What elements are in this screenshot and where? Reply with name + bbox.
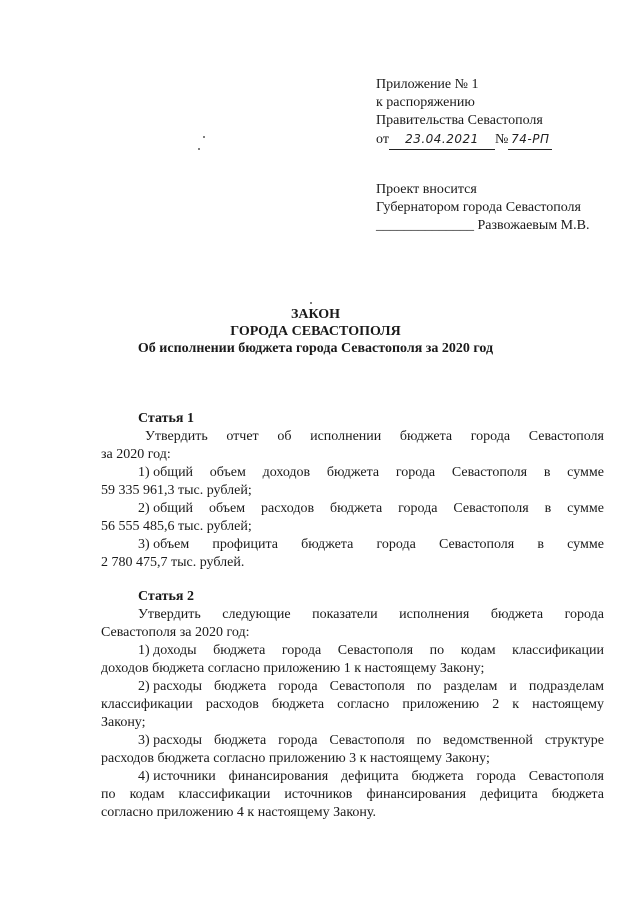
article-2-item-2-line-2: классификации расходов бюджета согласно приложению 2 к настоящему xyxy=(101,697,604,712)
article-2-item-4-line-2: по кодам классификации источников финансирования дефицита бюджета xyxy=(101,787,604,802)
scan-speck xyxy=(203,136,205,138)
article-2-item-1-line-1: 1) доходы бюджета города Севастополя по кодам классификации xyxy=(138,643,604,658)
article-1-item-2-line-2: 56 555 485,6 тыс. рублей; xyxy=(101,519,252,534)
article-2-item-3-line-2: расходов бюджета согласно приложению 3 к настоящему Закону; xyxy=(101,751,490,766)
article-1-item-2-line-1: 2) общий объем расходов бюджета города Севастополя в сумме xyxy=(138,501,604,516)
order-date: 23.04.2021 xyxy=(389,130,495,150)
article-2-item-2-line-1: 2) расходы бюджета города Севастополя по разделам и подразделам xyxy=(138,679,604,694)
article-2-item-2-line-3: Закону; xyxy=(101,715,146,730)
article-1-item-1-line-1: 1) общий объем доходов бюджета города Севастополя в сумме xyxy=(138,465,604,480)
appendix-date-line xyxy=(376,130,552,150)
project-line-2: Губернатором города Севастополя xyxy=(376,200,581,215)
article-1-intro-line-2: за 2020 год: xyxy=(101,447,171,462)
article-2-intro-line-1: Утвердить следующие показатели исполнения бюджета города xyxy=(138,607,604,622)
article-1-item-1-line-2: 59 335 961,3 тыс. рублей; xyxy=(101,483,252,498)
from-label: от xyxy=(376,132,389,147)
signatory-name: Развожаевым М.В. xyxy=(477,218,590,233)
scan-speck xyxy=(310,302,312,304)
article-1-item-3-line-1: 3) объем профицита бюджета города Севастополя в сумме xyxy=(138,537,604,552)
project-signature-line xyxy=(376,217,589,235)
article-2-item-4-line-1: 4) источники финансирования дефицита бюджета города Севастополя xyxy=(138,769,604,784)
appendix-order-ref: к распоряжению xyxy=(376,95,475,110)
article-1-item-3-line-2: 2 780 475,7 тыс. рублей. xyxy=(101,555,245,570)
law-subtitle: ГОРОДА СЕВАСТОПОЛЯ xyxy=(230,324,401,339)
order-number: 74-РП xyxy=(508,130,552,150)
law-title: ЗАКОН xyxy=(290,307,341,322)
number-label: № xyxy=(494,132,509,147)
article-1-intro-line-1: Утвердить отчет об исполнении бюджета города Севастополя xyxy=(145,429,604,444)
scan-speck xyxy=(198,148,200,150)
article-2-intro-line-2: Севастополя за 2020 год: xyxy=(101,625,250,640)
appendix-issuer: Правительства Севастополя xyxy=(376,113,543,128)
law-name: Об исполнении бюджета города Севастополя за 2020 год xyxy=(137,341,494,356)
signature-blank: ______________ xyxy=(376,218,474,233)
article-2-heading: Статья 2 xyxy=(138,589,194,604)
project-line-1: Проект вносится xyxy=(376,182,477,197)
article-2-item-3-line-1: 3) расходы бюджета города Севастополя по ведомственной структуре xyxy=(138,733,604,748)
article-1-heading: Статья 1 xyxy=(138,411,194,426)
article-2-item-1-line-2: доходов бюджета согласно приложению 1 к настоящему Закону; xyxy=(101,661,485,676)
article-2-item-4-line-3: согласно приложению 4 к настоящему Закону. xyxy=(101,805,377,820)
appendix-number: Приложение № 1 xyxy=(376,77,479,92)
